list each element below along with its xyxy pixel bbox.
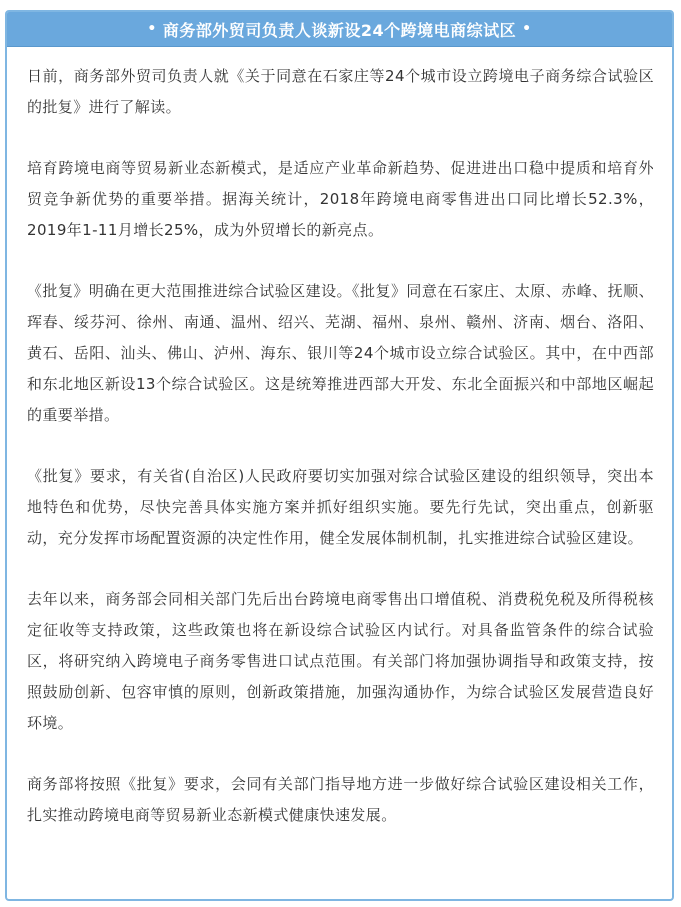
paragraph-1: 日前，商务部外贸司负责人就《关于同意在石家庄等24个城市设立跨境电子商务综合试验区的批复》进行了解读。: [27, 67, 654, 116]
article-title: 商务部外贸司负责人谈新设24个跨境电商综试区: [162, 20, 517, 40]
article-header: [7, 12, 672, 47]
bullet-left-icon: •: [147, 21, 157, 37]
paragraph-6: 商务部将按照《批复》要求，会同有关部门指导地方进一步做好综合试验区建设相关工作，扎实推动跨境电商等贸易新业态新模式健康快速发展。: [27, 775, 654, 824]
paragraph-5: 去年以来，商务部会同相关部门先后出台跨境电商零售出口增值税、消费税免税及所得税核定征收等支持政策，这些政策也将在新设综合试验区内试行。对具备监管条件的综合试验区，将研究纳入跨境电子商务零售进口试点范围。有关部门将加强协调指导和政策支持，按照鼓励创新、包容审慎的原则，创新政策措施，加强沟通协作，为综合试验区发展营造良好环境。: [27, 590, 654, 732]
article-body: [7, 47, 672, 831]
bullet-right-icon: •: [522, 21, 532, 37]
paragraph-3: 《批复》明确在更大范围推进综合试验区建设。《批复》同意在石家庄、太原、赤峰、抚顺、珲春、绥芬河、徐州、南通、温州、绍兴、芜湖、福州、泉州、赣州、济南、烟台、洛阳、黄石、岳阳、汕头、佛山、泸州、海东、银川等24个城市设立综合试验区。其中，在中西部和东北地区新设13个综合试验区。这是统筹推进西部大开发、东北全面振兴和中部地区崛起的重要举措。: [27, 282, 654, 424]
paragraph-4: 《批复》要求，有关省(自治区)人民政府要切实加强对综合试验区建设的组织领导，突出本地特色和优势，尽快完善具体实施方案并抓好组织实施。要先行先试，突出重点，创新驱动，充分发挥市场配置资源的决定性作用，健全发展体制机制，扎实推进综合试验区建设。: [27, 467, 654, 547]
article-card: [5, 10, 674, 901]
paragraph-2: 培育跨境电商等贸易新业态新模式，是适应产业革命新趋势、促进进出口稳中提质和培育外贸竞争新优势的重要举措。据海关统计，2018年跨境电商零售进出口同比增长52.3%，2019年1-11月增长25%，成为外贸增长的新亮点。: [27, 159, 654, 239]
